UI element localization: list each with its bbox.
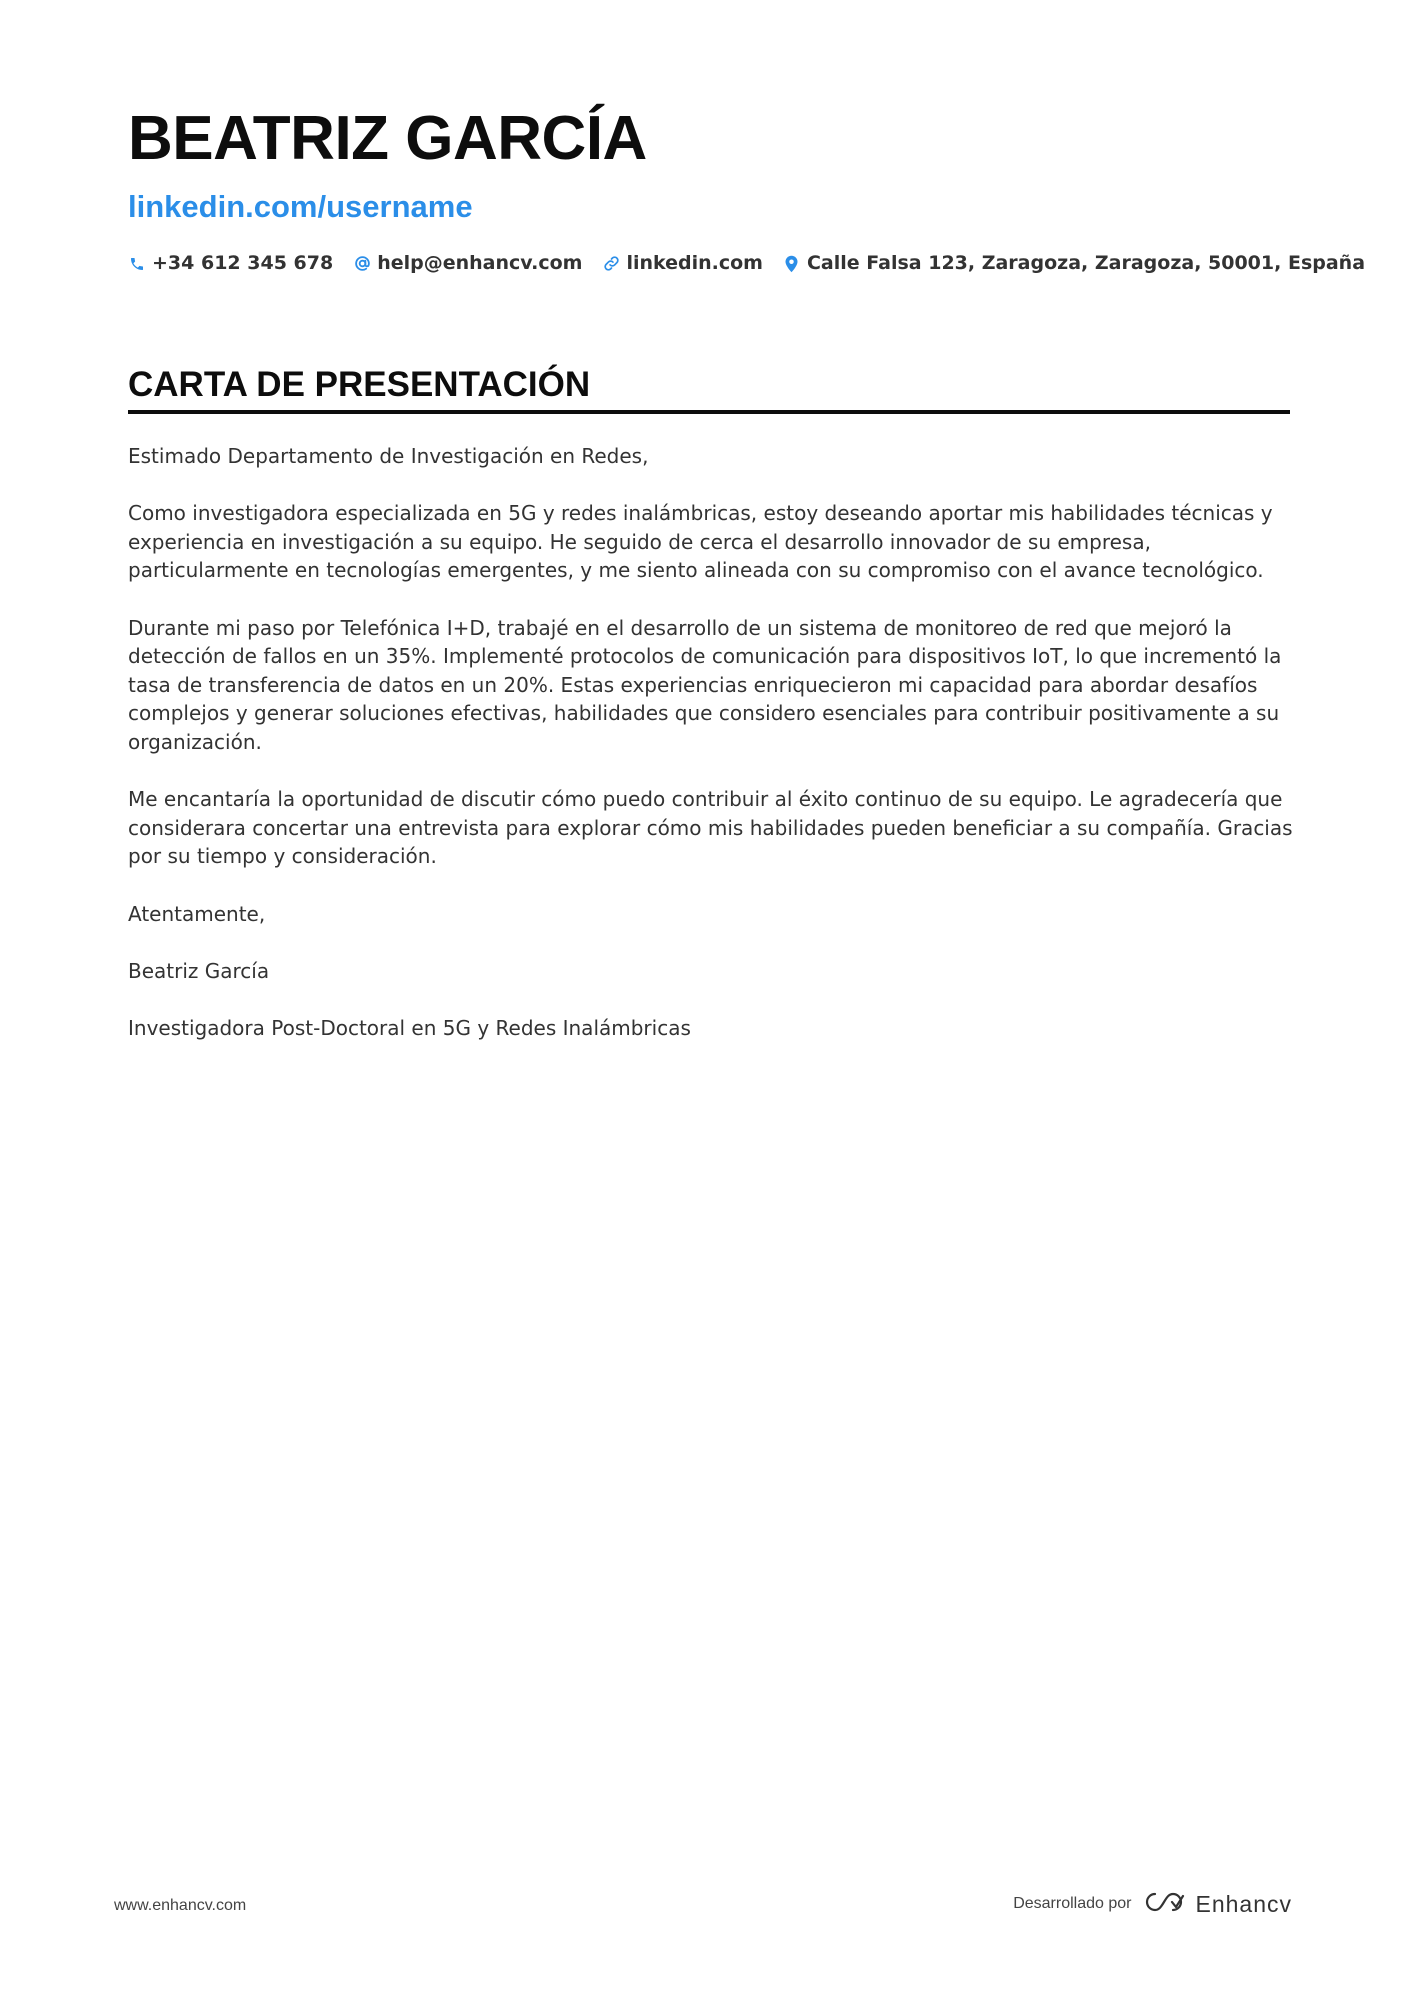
contact-address <box>783 254 1365 273</box>
contact-link[interactable] <box>602 254 763 273</box>
link-icon <box>602 255 620 273</box>
footer-website-link[interactable]: www.enhancv.com <box>114 1897 247 1914</box>
letter-paragraph: Como investigadora especializada en 5G y redes inalámbricas, estoy deseando aportar mis habilidades técnicas y experiencia en investigación a su equipo. He seguido de cerca el desarrollo innovador de su empresa, particularmente en tecnologías emergentes, y me siento alineada con su compromiso con el avance tecnológico. <box>128 501 1273 583</box>
letter-closing: Atentamente, <box>128 901 266 926</box>
section-title: CARTA DE PRESENTACIÓN <box>128 365 591 404</box>
letter-body <box>128 442 1293 1071</box>
letter-greeting: Estimado Departamento de Investigación en Redes, <box>128 444 649 468</box>
headline-link[interactable]: linkedin.com/username <box>128 189 473 224</box>
contact-phone[interactable] <box>128 254 333 273</box>
phone-text: +34 612 345 678 <box>152 252 334 274</box>
contact-bar <box>128 254 1365 273</box>
letter-paragraph: Me encantaría la oportunidad de discutir cómo puedo contribuir al éxito continuo de su equipo. Le agradecería que considerara concertar una entrevista para explorar cómo mis habilidades pueden beneficiar a su compañía. Gracias por su tiempo y consideración. <box>128 787 1293 869</box>
candidate-name: BEATRIZ GARCÍA <box>128 104 647 173</box>
brand-logo[interactable] <box>1141 1889 1292 1919</box>
address-text: Calle Falsa 123, Zaragoza, Zaragoza, 50001, España <box>806 252 1366 274</box>
location-pin-icon <box>783 255 801 273</box>
signature-title: Investigadora Post-Doctoral en 5G y Redes Inalámbricas <box>128 1015 691 1040</box>
enhancv-logo-icon <box>1141 1889 1187 1919</box>
at-icon <box>353 255 371 273</box>
signature-name: Beatriz García <box>128 958 270 983</box>
brand-name: Enhancv <box>1195 1890 1292 1917</box>
contact-email[interactable] <box>353 254 582 273</box>
footer-branding <box>1013 1889 1292 1919</box>
letter-paragraph: Durante mi paso por Telefónica I+D, trabajé en el desarrollo de un sistema de monitoreo de red que mejoró la detección de fallos en un 35%. Implementé protocolos de comunicación para dispositivos IoT, lo que incrementó la tasa de transferencia de datos en un 20%. Estas experiencias enriquecieron mi capacidad para abordar desafíos complejos y generar soluciones efectivas, habilidades que considero esenciales para contribuir positivamente a su organización. <box>128 615 1282 754</box>
section-divider <box>128 410 1290 414</box>
link-text: linkedin.com <box>626 252 763 274</box>
powered-by-text: Desarrollado por <box>1013 1895 1132 1912</box>
email-text: help@enhancv.com <box>377 252 583 274</box>
phone-icon <box>128 255 146 273</box>
